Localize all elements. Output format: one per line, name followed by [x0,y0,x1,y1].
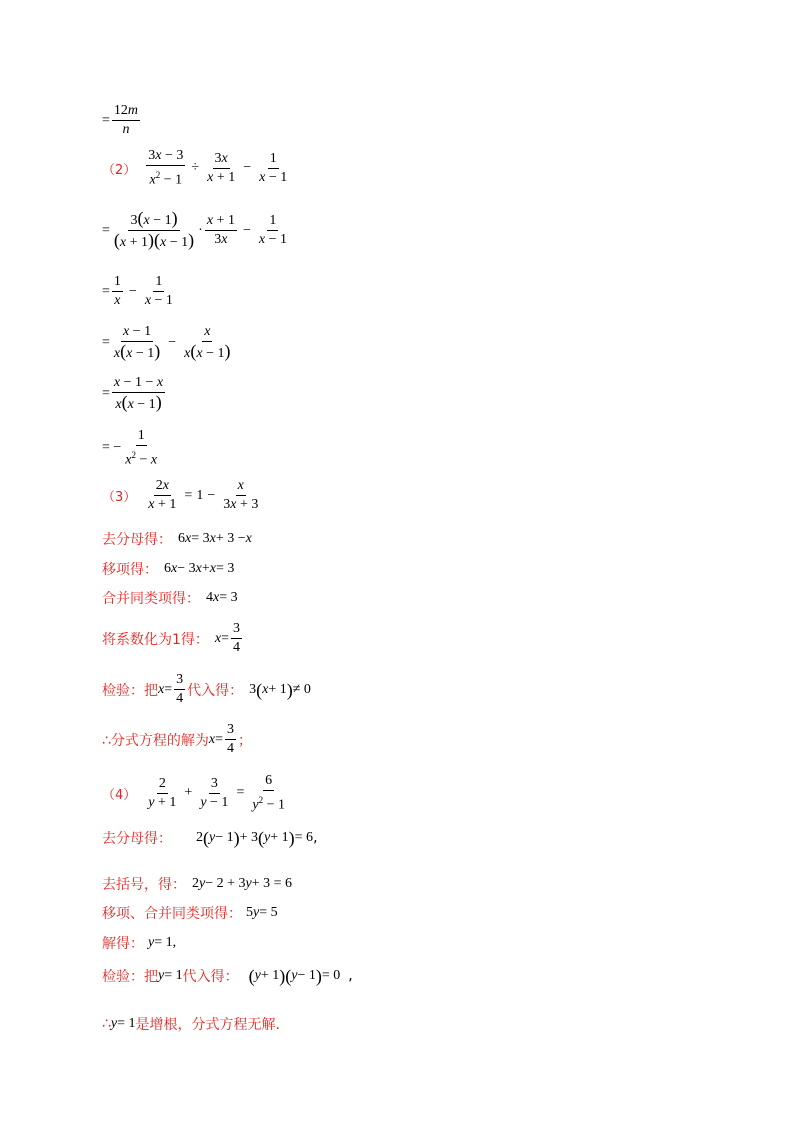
p4-step4-label: 解得： [102,936,144,952]
p4-step2: 去括号，得： 2 y − 2 + 3 y + 3 = 6 [102,876,293,893]
p4-check: 检验：把 y = 1 代入得： ( y + 1 ) ( y − 1 ) = 0 , [102,966,353,986]
p3-step3-label: 合并同类项得： [102,591,200,607]
p4-check-label-2: 代入得： [182,969,239,985]
p3-step3: 合并同类项得： 4 x = 3 [102,590,238,607]
p3-label: （3） [102,490,137,505]
p3-step4-label: 将系数化为1得： [102,631,209,648]
p4-check-end: , [348,968,353,984]
p3-problem: （3） $\frac{2x}{x + 1}$ = 1 − $\frac{x}{3x + 3}$ [102,478,259,512]
p4-conclusion: ∴ y = 1 是增根，分式方程无解. [102,1016,280,1033]
p2-step5: = − $\frac{1}{x^2 - x}$ [102,428,158,468]
p4-step3: 移项、合并同类项得： 5 y = 5 [102,905,278,922]
p3-step4: 将系数化为1得： x = $\frac{3}{4}$ [102,621,241,655]
p3-step2: 移项得： 6 x − 3 x + x = 3 [102,561,235,578]
p2-step3: = $\frac{x - 1}{x(x - 1)}$ − $\frac{x}{x(x - 1)}$ [102,324,231,361]
p3-check-label: 检验：把 [102,682,158,699]
p4-step1: 去分母得： 2 ( y − 1 ) + 3 ( y + 1 ) = 6 , [102,828,318,848]
p4-conclusion-therefore: ∴ [102,1016,111,1032]
p4-step1-end: , [313,830,318,846]
p3-check: 检验：把 x = $\frac{3}{4}$ 代入得： 3 ( x + 1 ) ≠ 0 [102,672,311,706]
p2-step1: = $\frac{3(x - 1)}{(x + 1)(x - 1)}$ · $\frac{x + 1}{3x}$ − $\frac{1}{x - 1}$ [102,208,287,250]
p4-check-label: 检验：把 [102,969,158,985]
p2-step4: = $\frac{x - 1 - x}{x(x - 1)}$ [102,375,164,412]
p3-check-label-2: 代入得： [187,682,244,699]
p3-step1-label: 去分母得： [102,532,172,548]
p4-step1-label: 去分母得： [102,831,172,847]
p4-step2-label: 去括号，得： [102,877,186,893]
p3-conclusion: ∴分式方程的解为 x = $\frac{3}{4}$ ； [102,722,253,756]
p3-conclusion-end: ； [238,732,253,749]
p3-step2-label: 移项得： [102,562,158,578]
p4-label: （4） [102,787,137,803]
p3-conclusion-label: ∴分式方程的解为 [102,732,209,749]
p4-problem: （4） $\frac{2}{y + 1}$ + $\frac{3}{y - 1}$ = $\frac{6}{y^2 - 1}$ [102,773,285,813]
p3-step1: 去分母得： 6 x = 3 x + 3 − x [102,531,252,548]
p1-result: = $\frac{12m}{n}$ [102,103,139,137]
p4-conclusion-label: 是增根，分式方程无解. [135,1017,280,1033]
p2-label: （2） [102,162,137,178]
p2-problem: （2） $\frac{3x - 3}{x^2 - 1}$ ÷ $\frac{3x}{x + 1}$ − $\frac{1}{x - 1}$ [102,148,288,188]
p2-step2: = $\frac{1}{x}$ − $\frac{1}{x - 1}$ [102,274,173,308]
p4-step4: 解得： y = 1, [102,935,177,952]
p4-step3-label: 移项、合并同类项得： [102,906,242,922]
